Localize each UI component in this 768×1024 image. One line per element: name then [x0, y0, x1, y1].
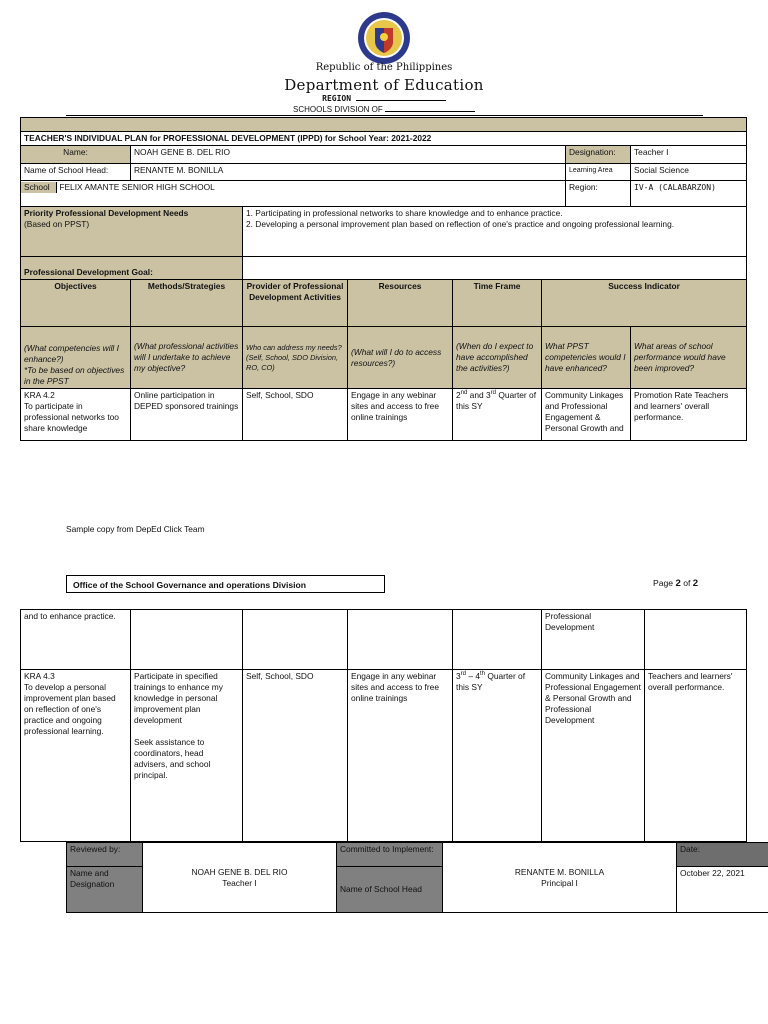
guide-objectives: (What competencies will I enhance?) *To be based on objectives in the PPST [21, 327, 131, 389]
designation-label: Designation: [566, 146, 631, 164]
signoff-table [66, 842, 768, 913]
row2-provider: Self, School, SDO [243, 670, 348, 842]
name-designation-label: Name and Designation [67, 867, 143, 913]
office-title: Office of the School Governance and operations Division [66, 575, 385, 593]
priority-need-1: 1. Participating in professional networks to share knowledge and to enhance practice. [246, 208, 563, 218]
priority-sub: (Based on PPST) [24, 219, 90, 229]
row1-areas: Promotion Rate Teachers and learners' overall performance. [631, 389, 747, 441]
cont-areas [645, 610, 747, 670]
sample-copy-note: Sample copy from DepEd Click Team [66, 524, 205, 534]
division-line: SCHOOLS DIVISION OF [0, 103, 768, 114]
school-label: School [21, 182, 57, 193]
committed-label: Committed to Implement: [337, 843, 443, 867]
guide-ppst: What PPST competencies would I have enhanced? [542, 327, 631, 389]
head-title: Principal I [541, 877, 578, 888]
row2-objective: KRA 4.3 To develop a personal improvement plan based on reflection of one's practice and ongoing professional learning. [21, 670, 131, 842]
name-value: NOAH GENE B. DEL RIO [131, 146, 566, 164]
row1-timeframe: 2nd and 3rd Quarter of this SY [453, 389, 542, 441]
page-indicator: Page 2 of 2 [653, 578, 699, 589]
col-methods: Methods/Strategies [131, 280, 243, 327]
region-value: IV-A (CALABARZON) [631, 181, 747, 207]
guide-resources: (What will I do to access resources?) [348, 327, 453, 389]
col-timeframe: Time Frame [453, 280, 542, 327]
cont-objective: and to enhance practice. [21, 610, 131, 670]
spacer-row [21, 118, 747, 132]
cont-methods [131, 610, 243, 670]
learning-area-label: Learning Area [566, 164, 631, 181]
reviewer-title: Teacher I [222, 877, 257, 888]
deped-seal-logo [357, 11, 411, 65]
plan-title: TEACHER'S INDIVIDUAL PLAN for PROFESSIONAL DEVELOPMENT (IPPD) for School Year: 2021-2022 [21, 132, 747, 146]
school-cell [21, 181, 566, 207]
school-head-value: RENANTE M. BONILLA [131, 164, 566, 181]
priority-need-2: 2. Developing a personal improvement plan based on reflection of one's practice and ongoing professional learning. [246, 219, 675, 229]
date-label: Date: [677, 843, 768, 867]
col-resources: Resources [348, 280, 453, 327]
head-name: RENANTE M. BONILLA [514, 866, 605, 877]
priority-label-cell [21, 207, 243, 257]
region-line: REGION [0, 92, 768, 103]
reviewer-name: NOAH GENE B. DEL RIO [191, 866, 288, 877]
row1-methods: Online participation in DEPED sponsored trainings [131, 389, 243, 441]
row1-resources: Engage in any webinar sites and access to free online trainings [348, 389, 453, 441]
cont-timeframe [453, 610, 542, 670]
reviewed-label: Reviewed by: [67, 843, 143, 867]
row2-resources: Engage in any webinar sites and access to free online trainings [348, 670, 453, 842]
cont-resources [348, 610, 453, 670]
school-value: FELIX AMANTE SENIOR HIGH SCHOOL [59, 182, 215, 192]
learning-area-value: Social Science [631, 164, 747, 181]
republic-heading: Republic of the Philippines [315, 62, 453, 73]
cont-ppst: Professional Development [542, 610, 645, 670]
col-success: Success Indicator [542, 280, 747, 327]
goal-value [243, 257, 747, 280]
row1-ppst: Community Linkages and Professional Engagement & Personal Growth and [542, 389, 631, 441]
guide-methods: (What professional activities will I undertake to achieve my objective? [131, 327, 243, 389]
row2-methods: Participate in specified trainings to enhance my knowledge in personal improvement plan development Seek assistance to coordinators, head advisers, and school principal. [131, 670, 243, 842]
guide-timeframe: (When do I expect to have accomplished the activities?) [453, 327, 542, 389]
head-cell [443, 843, 677, 913]
guide-provider: Who can address my needs? (Self, School, SDO Division, RO, CO) [243, 327, 348, 389]
reviewer-cell [143, 843, 337, 913]
region-label: Region: [566, 181, 631, 207]
priority-label: Priority Professional Development Needs [24, 208, 189, 218]
row2-ppst: Community Linkages and Professional Engagement & Personal Growth and Professional Development [542, 670, 645, 842]
header-divider [66, 115, 703, 116]
school-head-sign-label: Name of School Head [337, 867, 443, 913]
guide-areas: What areas of school performance would have been improved? [631, 327, 747, 389]
row1-provider: Self, School, SDO [243, 389, 348, 441]
ippd-table-page1 [20, 117, 747, 441]
col-objectives: Objectives [21, 280, 131, 327]
priority-needs [243, 207, 747, 257]
row2-areas: Teachers and learners' overall performance. [645, 670, 747, 842]
name-label: Name: [21, 146, 131, 164]
goal-label: Professional Development Goal: [21, 257, 243, 280]
department-heading: Department of Education [284, 76, 484, 94]
ippd-table-page2 [20, 609, 747, 842]
school-head-label: Name of School Head: [21, 164, 131, 181]
col-provider: Provider of Professional Development Activities [243, 280, 348, 327]
row2-timeframe: 3rd – 4th Quarter of this SY [453, 670, 542, 842]
date-value: October 22, 2021 [677, 867, 768, 913]
designation-value: Teacher I [631, 146, 747, 164]
cont-provider [243, 610, 348, 670]
row1-objective: KRA 4.2 To participate in professional networks too share knowledge [21, 389, 131, 441]
